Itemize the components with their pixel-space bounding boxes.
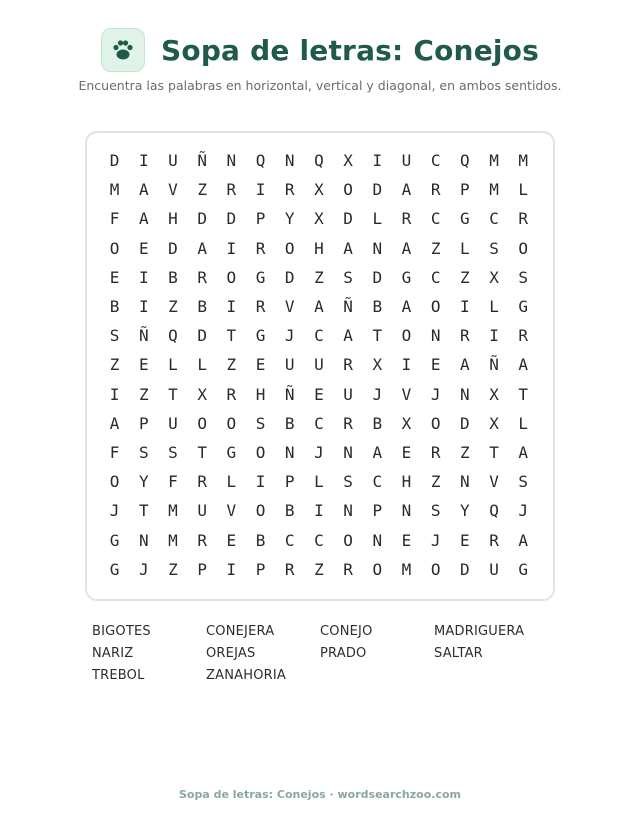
grid-cell[interactable]: Q	[460, 151, 470, 171]
grid-cell[interactable]: R	[343, 559, 353, 579]
grid-cell[interactable]: R	[226, 180, 237, 200]
grid-cell[interactable]: Z	[168, 559, 178, 579]
instructions: Encuentra las palabras en horizontal, vertical y diagonal, en ambos sentidos.	[78, 78, 562, 93]
grid-cell[interactable]: O	[255, 442, 266, 462]
grid-cell[interactable]: S	[255, 413, 266, 433]
grid-cell[interactable]: B	[197, 297, 207, 317]
grid-cell[interactable]: P	[460, 180, 470, 200]
grid-cell[interactable]: O	[518, 238, 529, 258]
grid-cell[interactable]: L	[460, 238, 470, 258]
grid-cell[interactable]: A	[314, 297, 324, 317]
grid-cell[interactable]: B	[284, 413, 295, 433]
grid-cell[interactable]: I	[255, 180, 266, 200]
grid-cell[interactable]: O	[372, 559, 383, 579]
page-title: Sopa de letras: Conejos	[161, 33, 539, 67]
word-list-item: BIGOTES	[92, 624, 151, 639]
grid-cell[interactable]: S	[343, 472, 353, 492]
grid-cell[interactable]: R	[430, 180, 441, 200]
grid-cell[interactable]: Q	[168, 326, 178, 346]
grid-cell[interactable]: J	[430, 384, 441, 404]
grid-cell[interactable]: J	[284, 326, 295, 346]
grid-cell[interactable]: E	[401, 530, 412, 550]
grid-cell[interactable]: D	[460, 559, 470, 579]
grid-cell[interactable]: R	[255, 297, 266, 317]
grid-cell[interactable]: G	[401, 267, 412, 287]
grid-cell[interactable]: E	[226, 530, 237, 550]
grid-cell[interactable]: U	[168, 151, 178, 171]
grid-cell[interactable]: H	[255, 384, 266, 404]
grid-cell[interactable]: Z	[226, 355, 237, 375]
grid-cell[interactable]: C	[489, 209, 499, 229]
grid-cell[interactable]: C	[284, 530, 295, 550]
grid-cell[interactable]: L	[168, 355, 178, 375]
word-list-item: NARIZ	[92, 646, 134, 661]
grid-cell[interactable]: X	[343, 151, 353, 171]
grid-cell[interactable]: I	[138, 297, 149, 317]
grid-cell[interactable]: S	[489, 238, 499, 258]
grid-cell[interactable]: H	[168, 209, 178, 229]
grid-cell[interactable]: I	[226, 238, 237, 258]
word-list-item: ZANAHORIA	[206, 668, 286, 683]
grid-cell[interactable]: I	[138, 151, 149, 171]
grid-cell[interactable]: J	[109, 501, 120, 521]
grid-cell[interactable]: M	[109, 180, 120, 200]
grid-cell[interactable]: I	[226, 297, 237, 317]
grid-cell[interactable]: E	[138, 355, 149, 375]
word-list-item: CONEJERA	[206, 624, 275, 639]
grid-cell[interactable]: M	[168, 501, 178, 521]
grid-cell[interactable]: O	[284, 238, 295, 258]
grid-cell[interactable]: A	[372, 442, 383, 462]
grid-cell[interactable]: Z	[430, 472, 441, 492]
grid-cell[interactable]: A	[518, 442, 529, 462]
grid-cell[interactable]: Ñ	[489, 355, 499, 375]
grid-cell[interactable]: G	[255, 267, 266, 287]
grid-cell[interactable]: O	[401, 326, 412, 346]
grid-cell[interactable]: Y	[138, 472, 149, 492]
grid-cell[interactable]: N	[226, 151, 237, 171]
grid-cell[interactable]: M	[489, 151, 499, 171]
grid-cell[interactable]: O	[109, 238, 120, 258]
grid-cell[interactable]: J	[138, 559, 149, 579]
grid-cell[interactable]: S	[518, 267, 529, 287]
grid-cell[interactable]: C	[314, 326, 324, 346]
grid-cell[interactable]: R	[343, 355, 353, 375]
grid-cell[interactable]: N	[343, 501, 353, 521]
word-list	[92, 624, 552, 683]
grid-cell[interactable]: N	[401, 501, 412, 521]
grid-cell[interactable]: B	[168, 267, 178, 287]
grid-cell[interactable]: O	[109, 472, 120, 492]
grid-cell[interactable]: S	[168, 442, 178, 462]
grid-cell[interactable]: P	[255, 209, 266, 229]
grid-cell[interactable]: V	[168, 180, 178, 200]
grid-cell[interactable]: D	[197, 209, 207, 229]
grid-cell[interactable]: Q	[489, 501, 499, 521]
grid-cell[interactable]: A	[343, 326, 353, 346]
grid-cell[interactable]: R	[401, 209, 412, 229]
grid-cell[interactable]: C	[430, 267, 441, 287]
grid-cell[interactable]: V	[401, 384, 412, 404]
grid-cell[interactable]: M	[168, 530, 178, 550]
grid-cell[interactable]: B	[372, 297, 383, 317]
grid-cell[interactable]: E	[401, 442, 412, 462]
grid-cell[interactable]: T	[226, 326, 237, 346]
grid-cell[interactable]: U	[314, 355, 324, 375]
grid-cell[interactable]: G	[109, 530, 120, 550]
grid-cell[interactable]: M	[518, 151, 529, 171]
grid-cell[interactable]: R	[226, 384, 237, 404]
grid-cell[interactable]: Z	[460, 442, 470, 462]
footer: Sopa de letras: Conejos · wordsearchzoo.com	[179, 788, 461, 801]
grid-cell[interactable]: I	[372, 151, 383, 171]
grid-cell[interactable]: P	[138, 413, 149, 433]
grid-cell[interactable]: L	[226, 472, 237, 492]
grid-cell[interactable]: I	[255, 472, 266, 492]
grid-cell[interactable]: R	[197, 472, 207, 492]
grid-cell[interactable]: H	[401, 472, 412, 492]
grid-cell[interactable]: U	[343, 384, 353, 404]
grid-cell[interactable]: B	[109, 297, 120, 317]
grid-cell[interactable]: X	[372, 355, 383, 375]
grid-cell[interactable]: N	[372, 530, 383, 550]
grid-cell[interactable]: C	[430, 209, 441, 229]
grid-cell[interactable]: D	[372, 180, 383, 200]
grid-cell[interactable]: A	[343, 238, 353, 258]
grid-cell[interactable]: V	[284, 297, 295, 317]
grid-cell[interactable]: I	[109, 384, 120, 404]
grid-cell[interactable]: U	[197, 501, 207, 521]
grid-cell[interactable]: S	[518, 472, 529, 492]
grid-cell[interactable]: Q	[314, 151, 324, 171]
grid-cell[interactable]: U	[168, 413, 178, 433]
grid-cell[interactable]: G	[226, 442, 237, 462]
grid-cell[interactable]: J	[372, 384, 383, 404]
grid-cell[interactable]: E	[138, 238, 149, 258]
header	[0, 28, 640, 72]
grid-cell[interactable]: Z	[138, 384, 149, 404]
grid-cell[interactable]: C	[314, 413, 324, 433]
grid-cell[interactable]: F	[168, 472, 178, 492]
grid-cell[interactable]: A	[518, 355, 529, 375]
grid-cell[interactable]: A	[401, 297, 412, 317]
word-list-item: SALTAR	[434, 646, 483, 661]
grid-cell[interactable]: S	[430, 501, 441, 521]
grid-cell[interactable]: Z	[314, 559, 324, 579]
grid-cell[interactable]: A	[401, 180, 412, 200]
paw-icon	[101, 28, 145, 72]
grid-cell[interactable]: D	[168, 238, 178, 258]
grid-cell[interactable]: I	[314, 501, 324, 521]
grid-cell[interactable]: T	[168, 384, 178, 404]
grid-cell[interactable]: G	[460, 209, 470, 229]
grid-cell[interactable]: Z	[197, 180, 207, 200]
grid-cell[interactable]: S	[109, 326, 120, 346]
grid-cell[interactable]: R	[284, 559, 295, 579]
grid-cell[interactable]: E	[314, 384, 324, 404]
grid-cell[interactable]: D	[197, 326, 207, 346]
grid-cell[interactable]: A	[138, 209, 149, 229]
grid-cell[interactable]: R	[284, 180, 295, 200]
grid-cell[interactable]: P	[372, 501, 383, 521]
grid-cell[interactable]: R	[460, 326, 470, 346]
grid-cell[interactable]: Ñ	[197, 151, 207, 171]
grid-cell[interactable]: L	[372, 209, 383, 229]
grid-cell[interactable]: X	[489, 267, 499, 287]
grid-cell[interactable]: N	[284, 442, 295, 462]
grid-cell[interactable]: U	[401, 151, 412, 171]
grid-cell[interactable]: C	[430, 151, 441, 171]
grid-cell[interactable]: Z	[109, 355, 120, 375]
word-list-item: MADRIGUERA	[434, 624, 525, 639]
grid-cell[interactable]: A	[401, 238, 412, 258]
grid-cell[interactable]: B	[255, 530, 266, 550]
grid-cell[interactable]: D	[284, 267, 295, 287]
grid-cell[interactable]: R	[255, 238, 266, 258]
grid-cell[interactable]: X	[197, 384, 207, 404]
grid-cell[interactable]: O	[255, 501, 266, 521]
grid-cell[interactable]: J	[314, 442, 324, 462]
grid-cell[interactable]: Y	[284, 209, 295, 229]
grid-cell[interactable]: E	[430, 355, 441, 375]
grid-cell[interactable]: E	[255, 355, 266, 375]
grid-cell[interactable]: S	[138, 442, 149, 462]
grid-cell[interactable]: O	[197, 413, 207, 433]
grid-cell[interactable]: V	[489, 472, 499, 492]
grid-cell[interactable]: N	[343, 442, 353, 462]
grid-cell[interactable]: L	[518, 180, 529, 200]
grid-cell[interactable]: T	[372, 326, 383, 346]
grid-cell[interactable]: N	[460, 384, 470, 404]
grid-cell[interactable]: O	[430, 297, 441, 317]
word-list-item: OREJAS	[206, 646, 256, 661]
grid-cell[interactable]: N	[430, 326, 441, 346]
grid-cell[interactable]: R	[197, 530, 207, 550]
grid-cell[interactable]: J	[518, 501, 529, 521]
grid-cell[interactable]: J	[430, 530, 441, 550]
grid-cell[interactable]: Ñ	[138, 326, 149, 346]
grid-cell[interactable]: C	[314, 530, 324, 550]
grid-cell[interactable]: O	[430, 413, 441, 433]
grid-cell[interactable]: Z	[168, 297, 178, 317]
grid-cell[interactable]: A	[518, 530, 529, 550]
grid-cell[interactable]: U	[284, 355, 295, 375]
grid-cell[interactable]: O	[226, 413, 237, 433]
grid-cell[interactable]: Z	[460, 267, 470, 287]
grid-cell[interactable]: Ñ	[343, 297, 353, 317]
grid-cell[interactable]: T	[197, 442, 207, 462]
grid-cell[interactable]: D	[109, 151, 120, 171]
grid-cell[interactable]: V	[226, 501, 237, 521]
grid-cell[interactable]: Y	[460, 501, 470, 521]
letter-grid	[100, 146, 538, 584]
grid-cell[interactable]: G	[255, 326, 266, 346]
grid-cell[interactable]: P	[255, 559, 266, 579]
grid-cell[interactable]: E	[109, 267, 120, 287]
grid-cell[interactable]: H	[314, 238, 324, 258]
grid-cell[interactable]: A	[197, 238, 207, 258]
word-list-item: PRADO	[320, 646, 367, 661]
grid-cell[interactable]: Q	[255, 151, 266, 171]
grid-cell[interactable]: U	[489, 559, 499, 579]
grid-cell[interactable]: D	[226, 209, 237, 229]
grid-cell[interactable]: D	[460, 413, 470, 433]
grid-cell[interactable]: E	[460, 530, 470, 550]
grid-cell[interactable]: X	[489, 413, 499, 433]
grid-cell[interactable]: I	[401, 355, 412, 375]
grid-cell[interactable]: M	[401, 559, 412, 579]
grid-cell[interactable]: X	[314, 209, 324, 229]
grid-cell[interactable]: C	[372, 472, 383, 492]
grid-cell[interactable]: Z	[430, 238, 441, 258]
grid-cell[interactable]: T	[518, 384, 529, 404]
grid-cell[interactable]: L	[197, 355, 207, 375]
grid-cell[interactable]: P	[197, 559, 207, 579]
grid-cell[interactable]: F	[109, 442, 120, 462]
grid-cell[interactable]: T	[138, 501, 149, 521]
grid-cell[interactable]: R	[430, 442, 441, 462]
grid-cell[interactable]: I	[138, 267, 149, 287]
grid-cell[interactable]: O	[343, 180, 353, 200]
grid-cell[interactable]: L	[314, 472, 324, 492]
grid-cell[interactable]: N	[284, 151, 295, 171]
grid-cell[interactable]: D	[343, 209, 353, 229]
grid-cell[interactable]: A	[109, 413, 120, 433]
grid-cell[interactable]: N	[460, 472, 470, 492]
grid-cell[interactable]: M	[489, 180, 499, 200]
grid-cell[interactable]: R	[518, 326, 529, 346]
grid-cell[interactable]: N	[372, 238, 383, 258]
grid-cell[interactable]: G	[109, 559, 120, 579]
grid-cell[interactable]: L	[489, 297, 499, 317]
grid-cell[interactable]: N	[138, 530, 149, 550]
grid-cell[interactable]: I	[460, 297, 470, 317]
grid-cell[interactable]: X	[401, 413, 412, 433]
grid-cell[interactable]: G	[518, 297, 529, 317]
grid-cell[interactable]: I	[226, 559, 237, 579]
grid-cell[interactable]: Ñ	[284, 384, 295, 404]
word-list-item: CONEJO	[320, 624, 373, 639]
grid-cell[interactable]: A	[138, 180, 149, 200]
grid-cell[interactable]: O	[343, 530, 353, 550]
grid-cell[interactable]: B	[372, 413, 383, 433]
grid-cell[interactable]: D	[372, 267, 383, 287]
grid-cell[interactable]: G	[518, 559, 529, 579]
grid-cell[interactable]: L	[518, 413, 529, 433]
grid-cell[interactable]: R	[197, 267, 207, 287]
grid-cell[interactable]: F	[109, 209, 120, 229]
grid-cell[interactable]: I	[489, 326, 499, 346]
grid-cell[interactable]: A	[460, 355, 470, 375]
grid-cell[interactable]: R	[518, 209, 529, 229]
grid-cell[interactable]: Z	[314, 267, 324, 287]
grid-cell[interactable]: T	[489, 442, 499, 462]
grid-cell[interactable]: O	[430, 559, 441, 579]
grid-cell[interactable]: X	[314, 180, 324, 200]
grid-cell[interactable]: R	[489, 530, 499, 550]
word-list-item: TREBOL	[92, 668, 145, 683]
grid-cell[interactable]: R	[343, 413, 353, 433]
grid-cell[interactable]: B	[284, 501, 295, 521]
grid-cell[interactable]: S	[343, 267, 353, 287]
grid-cell[interactable]: O	[226, 267, 237, 287]
grid-cell[interactable]: X	[489, 384, 499, 404]
grid-cell[interactable]: P	[284, 472, 295, 492]
